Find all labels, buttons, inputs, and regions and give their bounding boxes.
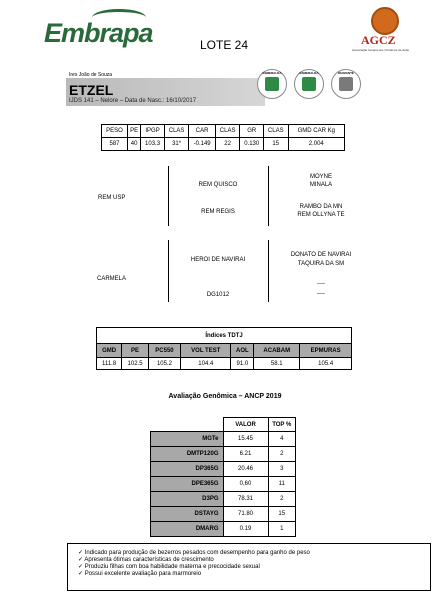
esmeralda-badge-icon (294, 69, 324, 99)
genomic-valor: 20.46 (223, 462, 268, 477)
performance-table (101, 124, 345, 151)
performance-value: 587 (102, 138, 128, 151)
tdtj-value: 104.4 (181, 358, 231, 370)
lot-number: LOTE 24 (200, 38, 249, 52)
genomic-valor: 78.31 (223, 492, 268, 507)
tdtj-header: PE (122, 344, 149, 358)
badge-emblem (265, 77, 279, 91)
pedigree-dam-dam-dam: ---- (317, 291, 325, 297)
pedigree-line (268, 166, 269, 226)
genomic-title: Avaliação Genômica – ANCP 2019 (168, 393, 282, 400)
tdtj-header: AOL (231, 344, 254, 358)
performance-header: GR (240, 125, 264, 138)
pedigree-dam-dam: DG1012 (206, 292, 230, 298)
genomic-row (151, 507, 296, 522)
note-item (78, 564, 423, 571)
pedigree-dam: CARMELA (97, 276, 127, 282)
check-icon: ✓ (78, 571, 85, 577)
pedigree-dam-sire: HEROI DE NAVIRAI (190, 257, 246, 263)
pedigree-sire-dam: REM REGIS (201, 209, 235, 215)
tdtj-value: 105.2 (148, 358, 180, 370)
note-text: Produziu filhas com boa habilidade materna e precocidade sexual (84, 564, 260, 570)
performance-value-row (102, 138, 345, 151)
performance-value: 2.004 (288, 138, 344, 151)
pedigree-sire-sire-dam: MINALA (309, 182, 333, 188)
genomic-col-top: TOP % (268, 418, 296, 432)
pedigree-sire: REM USP (98, 195, 126, 201)
check-icon: ✓ (78, 564, 85, 570)
pedigree-dam-sire-dam: TAQUIRA DA SM (297, 261, 345, 267)
agcz-logo: AGCZ (361, 33, 396, 47)
genomic-row (151, 522, 296, 537)
check-icon: ✓ (78, 550, 85, 556)
genomic-row (151, 462, 296, 477)
genomic-valor: 6.21 (223, 447, 268, 462)
genomic-top: 3 (268, 462, 296, 477)
performance-header: CLAS (164, 125, 189, 138)
genomic-table (150, 417, 296, 537)
notes-list (78, 550, 423, 578)
performance-header: IPGP (141, 125, 165, 138)
tdtj-header: VOL TEST (181, 344, 231, 358)
tdtj-value: 58.1 (254, 358, 300, 370)
animal-info: IJDS 141 – Nelore – Data de Nasc.: 16/10/2017 (69, 98, 197, 104)
tdtj-header: EPMURAS (300, 344, 352, 358)
pedigree-sire-dam-dam: REM OLLYNA TE (297, 212, 345, 218)
performance-header: CAR (189, 125, 216, 138)
agcz-subtitle: Associação Goiana dos Criadores de Zebu (352, 48, 410, 52)
performance-value: 103.3 (141, 138, 165, 151)
genomic-label: MGTe (151, 432, 224, 447)
performance-value: 22 (215, 138, 240, 151)
tdtj-title: Índices TDTJ (97, 328, 352, 344)
pedigree-dam-dam-sire: ---- (317, 281, 325, 287)
tdtj-value: 111.8 (97, 358, 122, 370)
genomic-valor: 71.80 (223, 507, 268, 522)
genomic-row (151, 492, 296, 507)
pedigree-sire-dam-sire: RAMBO DA MN (299, 204, 343, 210)
esmeralda-badge-icon (257, 69, 287, 99)
animal-name: ETZEL (69, 82, 114, 98)
notes-box (67, 543, 431, 591)
genomic-valor: 0,60 (223, 477, 268, 492)
note-item (78, 571, 423, 578)
performance-value: 15 (263, 138, 288, 151)
performance-value: 40 (128, 138, 141, 151)
genomic-valor: 0.19 (223, 522, 268, 537)
tdtj-header-row (97, 344, 352, 358)
genomic-row (151, 447, 296, 462)
badge-label: ESMERALDA (299, 71, 319, 75)
genomic-valor: 15.45 (223, 432, 268, 447)
performance-value: 31* (164, 138, 189, 151)
diamante-badge-icon (331, 69, 361, 99)
tdtj-value: 105.4 (300, 358, 352, 370)
pedigree-line (168, 240, 169, 302)
tdtj-value: 102.5 (122, 358, 149, 370)
note-text: Possui excelente avaliação para marmoreio (84, 571, 202, 577)
check-icon: ✓ (78, 557, 85, 563)
tdtj-header: ACABAM (254, 344, 300, 358)
genomic-label: DMTP120G (151, 447, 224, 462)
badge-emblem (339, 77, 353, 91)
genomic-top: 1 (268, 522, 296, 537)
agcz-seal-icon (371, 7, 399, 35)
performance-header: PESO (102, 125, 128, 138)
genomic-header-empty (151, 418, 224, 432)
performance-value: 0.130 (240, 138, 264, 151)
note-item (78, 557, 423, 564)
pedigree-line (268, 240, 269, 302)
genomic-label: DMARG (151, 522, 224, 537)
note-text: Indicado para produção de bezerros pesados com desempenho para ganho de peso (84, 550, 310, 556)
tdtj-value-row (97, 358, 352, 370)
pedigree-line (168, 166, 169, 226)
genomic-top: 2 (268, 447, 296, 462)
note-text: Apresenta ótimas características de crescimento (84, 557, 214, 563)
genomic-row (151, 477, 296, 492)
badge-label: DIAMANTE (338, 71, 354, 75)
performance-header: GMD CAR Kg (288, 125, 344, 138)
tdtj-title-row (97, 328, 352, 344)
pedigree-dam-sire-sire: DONATO DE NAVIRAI (290, 252, 352, 258)
genomic-top: 2 (268, 492, 296, 507)
genomic-row (151, 432, 296, 447)
performance-header: CLAS (215, 125, 240, 138)
pedigree-sire-sire: REM QUISCO (198, 182, 238, 188)
embrapa-logo: Embrapa (44, 18, 153, 48)
genomic-top: 15 (268, 507, 296, 522)
genomic-label: DSTAYG (151, 507, 224, 522)
performance-header-row (102, 125, 345, 138)
performance-value: -0.149 (189, 138, 216, 151)
genomic-label: D3PG (151, 492, 224, 507)
tdtj-value: 91.0 (231, 358, 254, 370)
tdtj-table (96, 327, 352, 370)
genomic-label: DP365G (151, 462, 224, 477)
note-item (78, 550, 423, 557)
pedigree-sire-sire-sire: MOYNE (309, 174, 332, 180)
tdtj-header: GMD (97, 344, 122, 358)
genomic-top: 11 (268, 477, 296, 492)
badge-label: ESMERALDA (262, 71, 282, 75)
breeder-name: Ires João de Souza (69, 72, 113, 78)
performance-header: PE (128, 125, 141, 138)
performance-header: CLAS (263, 125, 288, 138)
tdtj-header: PC550 (148, 344, 180, 358)
genomic-label: DPE365G (151, 477, 224, 492)
genomic-header-row (151, 418, 296, 432)
genomic-top: 4 (268, 432, 296, 447)
badge-emblem (302, 77, 316, 91)
genomic-col-valor: VALOR (223, 418, 268, 432)
